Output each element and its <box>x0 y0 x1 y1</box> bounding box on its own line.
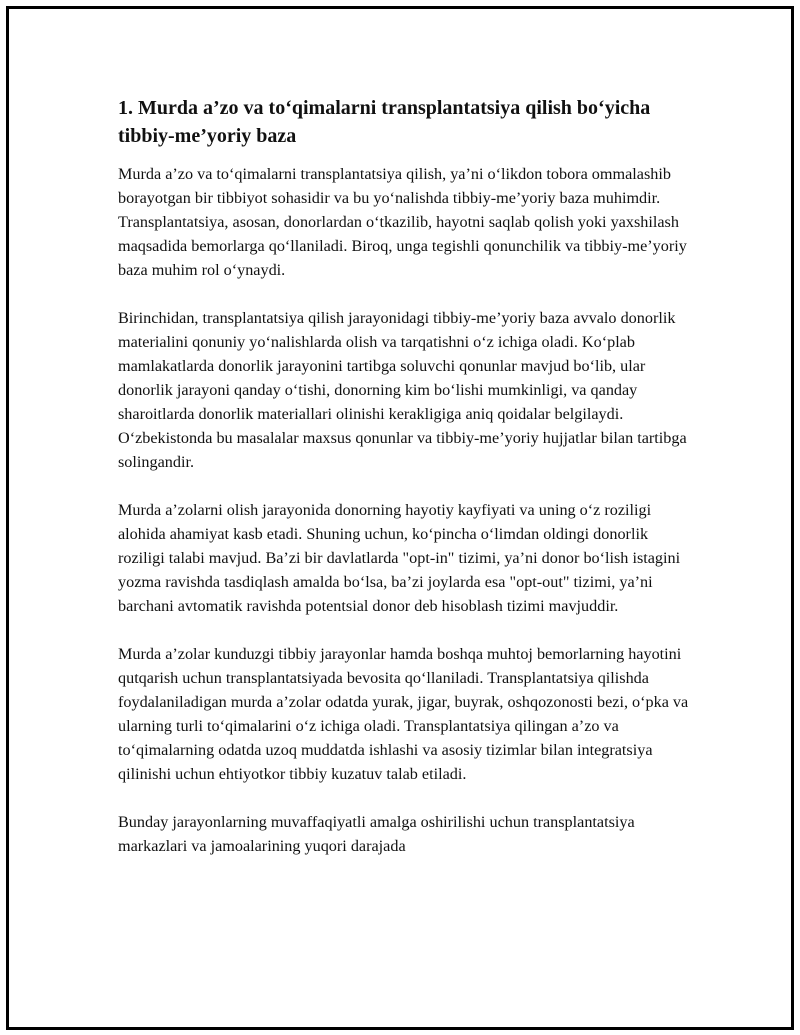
paragraph-4: Murda a’zolar kunduzgi tibbiy jarayonlar hamda boshqa muhtoj bemorlarning hayotini qutqarish uchun transplantatsiyada bevosita qo‘llaniladi. Transplantatsiya qilishda foydalaniladigan murda a’zolar odatda yurak, jigar, buyrak, oshqozonosti bezi, o‘pka va ularning turli to‘qimalarini o‘z ichiga oladi. Transplantatsiya qilingan a’zo va to‘qimalarning odatda uzoq muddatda ishlashi va asosiy tizimlar bilan integratsiya qilinishi uchun ehtiyotkor tibbiy kuzatuv talab etiladi. <box>118 645 689 783</box>
paragraph-1: Murda a’zo va to‘qimalarni transplantatsiya qilish, ya’ni o‘likdon tobora ommalashib borayotgan bir tibbiyot sohasidir va bu yo‘nalishda tibbiy-me’yoriy baza muhimdir. Transplantatsiya, asosan, donorlardan o‘tkazilib, hayotni saqlab qolish yoki yaxshilash maqsadida bemorlarga qo‘llaniladi. Biroq, unga tegishli qonunchilik va tibbiy-me’yoriy baza muhim rol o‘ynaydi. <box>118 165 687 279</box>
section-heading: 1. Murda a’zo va to‘qimalarni transplantatsiya qilish bo‘yicha tibbiy-me’yoriy baza <box>118 97 651 147</box>
paragraph-5: Bunday jarayonlarning muvaffaqiyatli amalga oshirilishi uchun transplantatsiya markazlari va jamoalarining yuqori darajada <box>118 813 635 855</box>
paragraph-3: Murda a’zolarni olish jarayonida donorning hayotiy kayfiyati va uning o‘z roziligi alohida ahamiyat kasb etadi. Shuning uchun, ko‘pincha o‘limdan oldingi donorlik roziligi talabi mavjud. Ba’zi bir davlatlarda "opt-in" tizimi, ya’ni donor bo‘lish istagini yozma ravishda tasdiqlash amalda bo‘lsa, ba’zi joylarda esa "opt-out" tizimi, ya’ni barchani avtomatik ravishda potentsial donor deb hisoblash tizimi mavjuddir. <box>118 501 681 615</box>
paragraph-2: Birinchidan, transplantatsiya qilish jarayonidagi tibbiy-me’yoriy baza avvalo donorlik materialini qonuniy yo‘nalishlarda olish va tarqatishni o‘z ichiga oladi. Ko‘plab mamlakatlarda donorlik jarayonini tartibga soluvchi qonunlar mavjud bo‘lib, ular donorlik jarayoni qanday o‘tishi, donorning kim bo‘lishi mumkinligi, va qanday sharoitlarda donorlik materiallari olinishi kerakligiga aniq qoidalar belgilaydi. O‘zbekistonda bu masalalar maxsus qonunlar va tibbiy-me’yoriy hujjatlar bilan tartibga solingandir. <box>118 309 687 471</box>
document-body <box>118 94 690 882</box>
